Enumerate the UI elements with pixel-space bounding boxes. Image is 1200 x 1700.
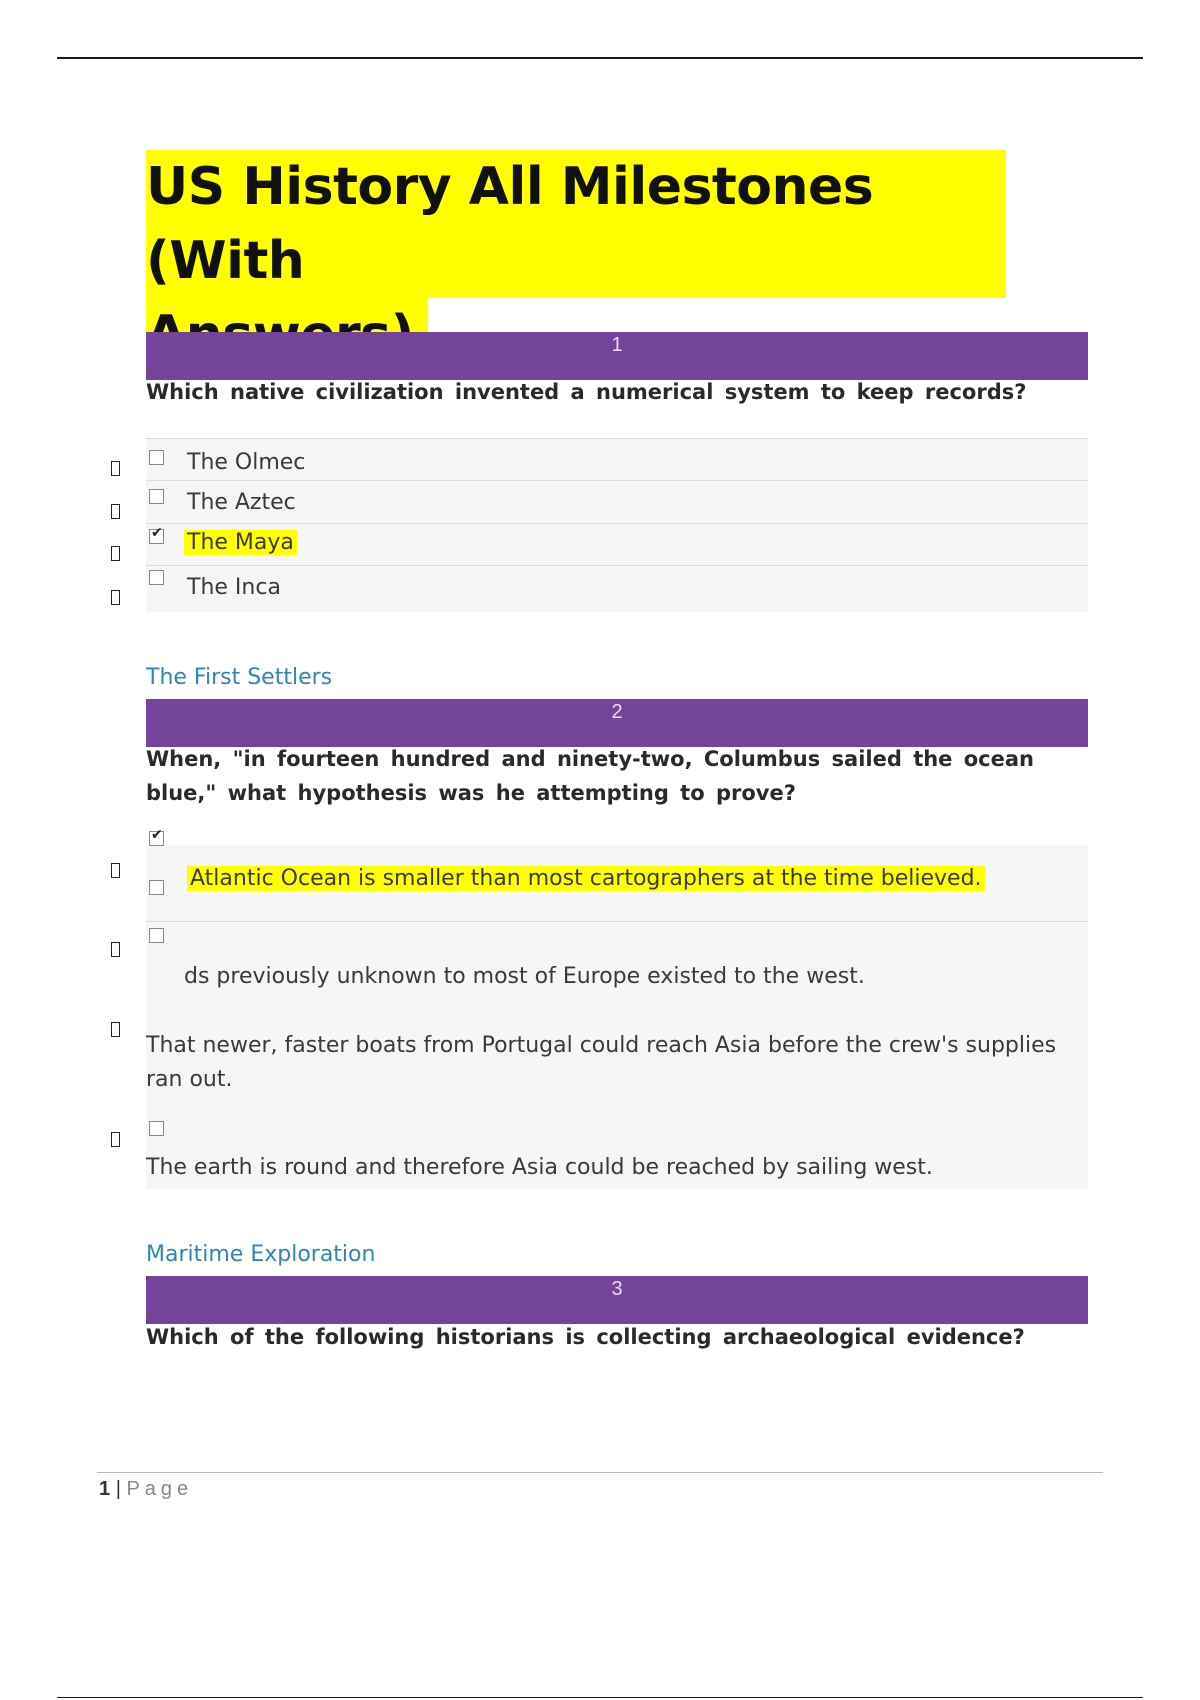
option-label: The earth is round and therefore Asia could be reached by sailing west. [146, 1155, 933, 1180]
checkbox-icon[interactable] [149, 880, 164, 895]
option-label: The Inca [187, 575, 281, 600]
question-number: 2 [611, 701, 623, 723]
checked-checkbox-icon[interactable] [149, 831, 164, 846]
option-label: Atlantic Ocean is smaller than most cartographers at the time believed. [187, 866, 985, 891]
question-number: 3 [611, 1278, 623, 1300]
option-label: That newer, faster boats from Portugal could reach Asia before the crew's supplies ran out. [146, 1033, 1057, 1092]
section-heading-link[interactable]: The First Settlers [146, 665, 333, 690]
question-text: Which native civilization invented a numerical system to keep records? [146, 380, 1027, 404]
answer-option-selected[interactable] [146, 523, 1088, 566]
bullet-marker-icon [111, 1132, 120, 1147]
checkbox-icon[interactable] [149, 450, 164, 465]
bullet-marker-icon [111, 461, 120, 476]
checkbox-icon[interactable] [149, 928, 164, 943]
bullet-marker-icon [111, 504, 120, 519]
option-label: ds previously unknown to most of Europe existed to the west. [184, 964, 865, 989]
option-label: The Olmec [187, 450, 306, 475]
footer-separator: | [115, 1478, 121, 1500]
checkbox-icon[interactable] [149, 1121, 164, 1136]
question-text: When, "in fourteen hundred and ninety-two, Columbus sailed the ocean blue," what hypothesis was he attempting to prove? [146, 747, 1034, 805]
question-number-bar [146, 699, 1088, 747]
checkbox-icon[interactable] [149, 489, 164, 504]
answer-option[interactable] [146, 1125, 1088, 1189]
option-label: The Maya [184, 530, 297, 555]
bottom-rule [57, 1697, 1143, 1698]
bullet-marker-icon [111, 942, 120, 957]
question-number-bar [146, 1276, 1088, 1324]
bullet-marker-icon [111, 546, 120, 561]
page-number: 1 [99, 1478, 111, 1500]
title-line-1: US History All Milestones (With [146, 150, 1006, 298]
page-word: Page [126, 1478, 194, 1500]
footer-rule [97, 1472, 1103, 1473]
answer-panel [146, 438, 1088, 612]
answer-option[interactable] [146, 438, 1088, 481]
question-number: 1 [611, 334, 623, 356]
bullet-marker-icon [111, 1022, 120, 1037]
answer-option[interactable] [146, 480, 1088, 524]
question-text: Which of the following historians is collecting archaeological evidence? [146, 1325, 1025, 1349]
page-footer [99, 1478, 193, 1501]
section-heading-link[interactable]: Maritime Exploration [146, 1242, 376, 1267]
top-rule [57, 57, 1143, 59]
bullet-marker-icon [111, 863, 120, 878]
answer-panel [146, 845, 1088, 1189]
option-label: The Aztec [187, 490, 296, 515]
answer-option[interactable] [146, 1033, 1088, 1135]
answer-option[interactable] [146, 921, 1088, 1001]
checkbox-icon[interactable] [149, 570, 164, 585]
answer-option[interactable] [146, 565, 1088, 613]
bullet-marker-icon [111, 590, 120, 605]
checked-checkbox-icon[interactable] [149, 529, 164, 544]
question-number-bar [146, 332, 1088, 380]
